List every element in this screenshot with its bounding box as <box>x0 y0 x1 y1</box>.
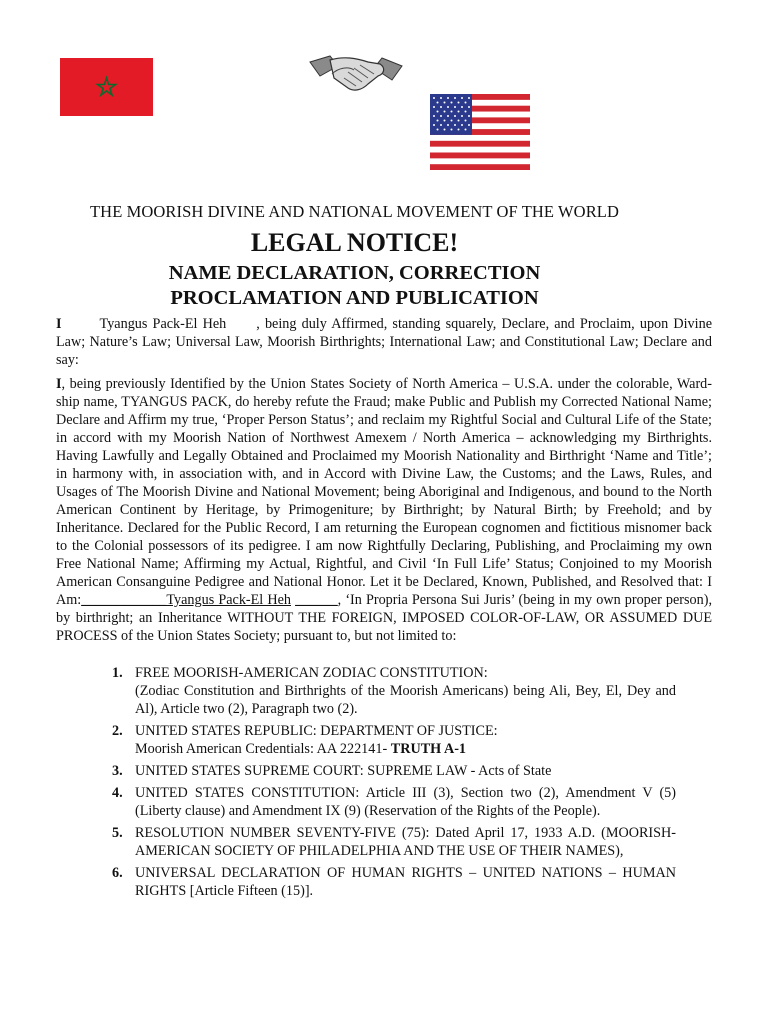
subtitle-line-2: PROCLAMATION AND PUBLICATION <box>170 287 539 309</box>
declarant-name: Tyangus Pack-El Heh <box>166 592 291 608</box>
paragraph-text: , being previously Identified by the Union States Society of North America – U.S.A. under the colorable, Ward-ship name, TYANGUS PACK, do hereby refute the Fraud; make Public and Publish my Corrected National Name; Declare and Affirm my true, ‘Proper Person Status’; and reclaim my Rightful Social and Cultural Life of the State; in accord with my Moorish Nation of Northwest Amexem / North America – acknowledging my Birthrights. Having Lawfully and Legally Obtained and Proclaimed my Moorish Nationality and Birthright ‘Name and Title’; in harmony with, in association with, and in Accord with Divine Law, the Customs; and the Laws, Rules, and Usages of The Moorish Divine and National Movement; being Aboriginal and Indigenous, and bound to the North American Continent by Heritage, by Primogeniture; by Birthright; by Natural Birth; by Freehold; and by Inheritance. Declared for the Public Record, I am returning the European cognomen and fictitious misnomer back to the Colonial possessors of its pedigree. I am now Rightfully Declaring, Publishing, and Proclaiming my own Free National Name; Affirming my Actual, Rightful, and Civil ‘In Full Life’ Status; Conjoined to my Moorish American Consanguine Pedigree and National Honor. Let it be Declared, Known, Published, and Resolved that: I Am: <box>56 376 712 608</box>
list-item-title: UNITED STATES REPUBLIC: DEPARTMENT OF JUSTICE: <box>135 723 498 739</box>
usa-flag-icon <box>430 94 530 170</box>
list-number: 6. <box>112 865 123 881</box>
declaration-paragraph <box>56 315 712 369</box>
list-item <box>56 784 676 820</box>
blank-line: ____________ <box>81 592 167 608</box>
list-item-title: UNIVERSAL DECLARATION OF HUMAN RIGHTS – UNITED NATIONS – HUMAN RIGHTS [Article Fifteen (15)]. <box>135 865 676 899</box>
list-item-detail: (Zodiac Constitution and Birthrights of the Moorish Americans) being Ali, Bey, El, Dey and Al), Article two (2), Paragraph two (2). <box>135 683 676 717</box>
list-number: 2. <box>112 723 123 739</box>
list-item <box>56 824 676 860</box>
handshake-icon <box>308 52 404 98</box>
paragraph-text: , being duly Affirmed, standing squarely, Declare, and Proclaim, upon Divine Law; Nature’s Law; Universal Law, Moorish Birthrights; International Law; and Constitutional Law; Declare and say: <box>56 316 712 368</box>
list-number: 1. <box>112 665 123 681</box>
paragraph-text: , ‘In Propria Persona Sui Juris’ (being in my own proper person), by birthright; an Inheritance WITHOUT THE FOREIGN, IMPOSED COLOR-OF-LAW, OR ASSUMED DUE PROCESS of the Union States Society; pursuant to, but not limited to: <box>56 592 713 644</box>
list-item <box>56 864 676 900</box>
organization-line: THE MOORISH DIVINE AND NATIONAL MOVEMENT OF THE WORLD <box>90 202 619 221</box>
list-item <box>56 762 676 780</box>
credential-code: TRUTH A-1 <box>390 741 467 757</box>
list-number: 3. <box>112 763 123 779</box>
blank-line: ______ <box>295 592 338 608</box>
subtitle-line-1: NAME DECLARATION, CORRECTION <box>168 262 541 284</box>
status-paragraph <box>56 375 712 645</box>
list-number: 5. <box>112 825 123 841</box>
list-item-title: UNITED STATES SUPREME COURT: SUPREME LAW - Acts of State <box>135 763 552 779</box>
list-item-title: RESOLUTION NUMBER SEVENTY-FIVE (75): Dated April 17, 1933 A.D. (MOORISH-AMERICAN SOCIETY OF PHILADELPHIA AND THE USE OF THEIR NAMES), <box>135 825 676 859</box>
document-subtitle <box>0 261 768 311</box>
morocco-flag-icon <box>60 58 153 116</box>
list-item-title: UNITED STATES CONSTITUTION: Article III (3), Section two (2), Amendment V (5) (Liberty clause) and Amendment IX (9) (Reservation of the Rights of the People). <box>135 785 676 819</box>
declarant-name: Tyangus Pack-El Heh <box>99 316 227 332</box>
list-item-title: FREE MOORISH-AMERICAN ZODIAC CONSTITUTION: <box>135 665 488 681</box>
pronoun: I <box>56 376 62 392</box>
list-item <box>56 664 676 718</box>
pronoun: I <box>56 316 62 332</box>
document-title: LEGAL NOTICE! <box>250 228 459 257</box>
list-number: 4. <box>112 785 123 801</box>
list-item-detail: Moorish American Credentials: AA 222141- TRUTH A-1 <box>135 741 467 757</box>
authority-list <box>56 664 676 904</box>
list-item <box>56 722 676 758</box>
